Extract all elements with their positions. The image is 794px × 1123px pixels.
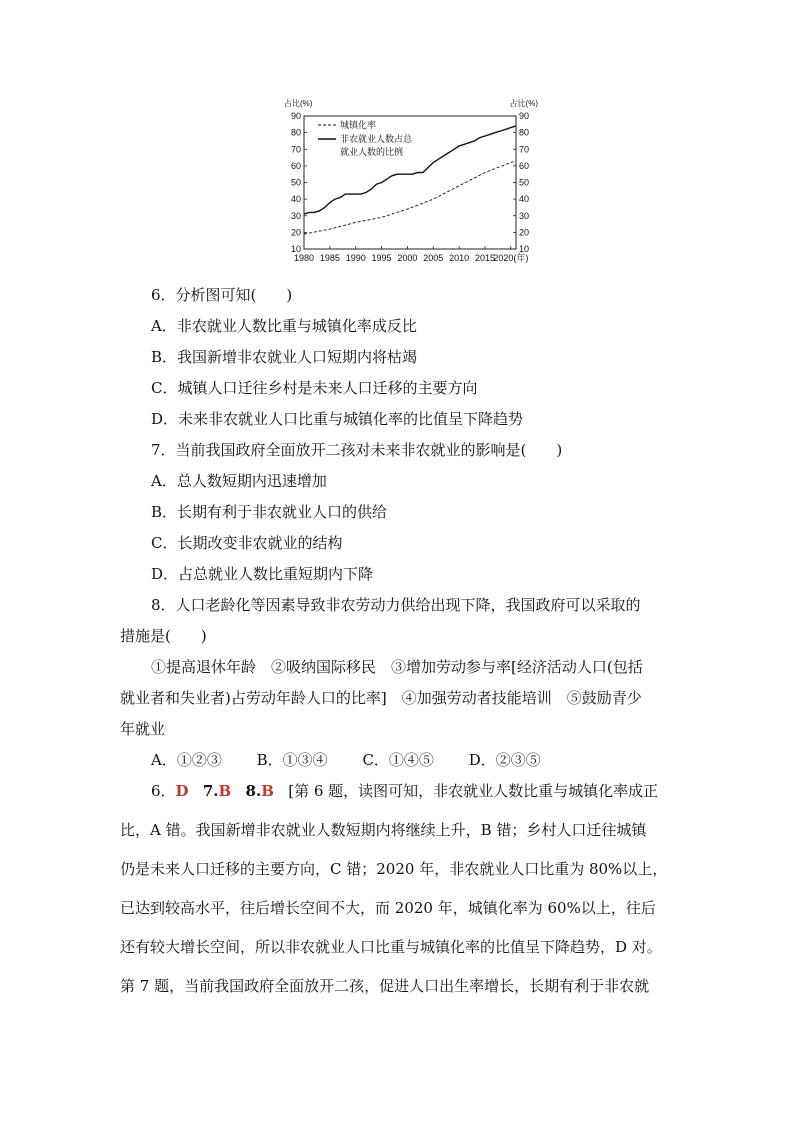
question-8-option-c: C．①④⑤ xyxy=(362,751,434,769)
answer-7-letter: B xyxy=(218,782,232,800)
answer-explanation-start: [第 6 题，读图可知，非农就业人数比重与城镇化率成正 xyxy=(288,782,659,800)
y-tick-label-right: 10 xyxy=(519,244,530,254)
x-tick-label: 1995 xyxy=(371,253,392,263)
y-tick-label-left: 10 xyxy=(290,244,301,254)
y-tick-label-right: 60 xyxy=(519,160,530,171)
question-7-stem: 7．当前我国政府全面放开二孩对未来非农就业的影响是( ) xyxy=(151,441,563,459)
answer-line3: 仍是未来人口迁移的主要方向，C 错；2020 年，非农就业人口比重为 80%以上， xyxy=(120,860,668,878)
question-8-items-line3: 年就业 xyxy=(120,720,166,738)
question-6-option-b: B．我国新增非农就业人口短期内将枯竭 xyxy=(151,348,418,366)
legend-label-urbanization: 城镇化率 xyxy=(340,121,377,131)
x-tick-label: 1990 xyxy=(345,253,366,263)
legend-label-nonfarm-line1: 非农就业人数占总 xyxy=(340,135,413,145)
question-7-option-b: B．长期有利于非农就业人口的供给 xyxy=(151,503,388,521)
answer-8-number: 8. xyxy=(245,782,262,800)
answer-line5: 还有较大增长空间，所以非农就业人口比重与城镇化率的比值呈下降趋势，D 对。 xyxy=(120,938,662,956)
question-7-option-a: A．总人数短期内迅速增加 xyxy=(151,472,327,490)
y-tick-label-right: 30 xyxy=(519,210,530,221)
answer-line1 xyxy=(151,781,658,801)
y-tick-label-left: 20 xyxy=(290,227,301,238)
urbanization-rate-line xyxy=(304,161,516,234)
y-tick-label-right: 50 xyxy=(519,177,530,188)
y-tick-label-right: 40 xyxy=(519,194,530,205)
answer-8-letter: B xyxy=(261,782,274,800)
question-6-stem: 6．分析图可知( ) xyxy=(151,286,293,304)
chart-svg xyxy=(280,94,542,269)
question-6-option-c: C．城镇人口迁往乡村是未来人口迁移的主要方向 xyxy=(151,379,478,397)
y-tick-label-right: 70 xyxy=(519,144,530,155)
question-8-choices xyxy=(151,750,571,770)
population-chart xyxy=(280,94,542,269)
question-8-stem-line2: 措施是( ) xyxy=(120,627,207,645)
x-tick-label: 2005 xyxy=(423,253,444,263)
question-8-option-b: B．①③④ xyxy=(256,751,328,769)
answer-line6: 第 7 题，当前我国政府全面放开二孩，促进人口出生率增长，长期有利于非农就 xyxy=(120,977,650,995)
x-tick-label: 2020(年) xyxy=(493,253,529,263)
question-8-items-line2: 就业者和失业者)占劳动年龄人口的比率] ④加强劳动者技能培训 ⑤鼓励青少 xyxy=(120,689,642,707)
question-8-stem-line1: 8．人口老龄化等因素导致非农劳动力供给出现下降，我国政府可以采取的 xyxy=(151,596,641,614)
x-tick-label: 2015 xyxy=(474,253,495,263)
x-tick-label: 2010 xyxy=(449,253,470,263)
question-7-option-d: D．占总就业人数比重短期内下降 xyxy=(151,565,374,583)
answer-line4: 已达到较高水平，往后增长空间不大，而 2020 年，城镇化率为 60%以上，往后 xyxy=(120,899,656,917)
question-7-option-c: C．长期改变非农就业的结构 xyxy=(151,534,343,552)
x-tick-label: 1985 xyxy=(319,253,340,263)
y-tick-label-left: 30 xyxy=(290,210,301,221)
answer-line2: 比，A 错。我国新增非农就业人数短期内将继续上升，B 错；乡村人口迁往城镇 xyxy=(120,821,647,839)
y-tick-label-left: 40 xyxy=(290,194,301,205)
y-axis-label-left: 占比(%) xyxy=(284,99,313,108)
question-8-items-line1: ①提高退休年龄 ②吸纳国际移民 ③增加劳动参与率[经济活动人口(包括 xyxy=(151,658,643,676)
y-tick-label-right: 80 xyxy=(519,127,530,138)
question-6-option-a: A．非农就业人数比重与城镇化率成反比 xyxy=(151,317,417,335)
y-tick-label-left: 70 xyxy=(290,144,301,155)
answer-6-letter: D xyxy=(175,782,189,800)
x-tick-label: 1980 xyxy=(293,253,315,263)
question-8-option-d: D．②③⑤ xyxy=(468,751,541,769)
y-tick-label-right: 20 xyxy=(519,227,530,238)
y-tick-label-left: 50 xyxy=(290,177,301,188)
y-tick-label-right: 90 xyxy=(519,111,530,121)
legend-label-nonfarm-line2: 就业人数的比例 xyxy=(340,148,404,158)
answer-6-number: 6． xyxy=(151,782,176,800)
question-8-option-a: A．①②③ xyxy=(151,751,222,769)
answer-7-number: 7. xyxy=(202,782,219,800)
x-tick-label: 2000 xyxy=(397,253,418,263)
question-6-option-d: D．未来非农就业人口比重与城镇化率的比值呈下降趋势 xyxy=(151,410,524,428)
y-tick-label-left: 60 xyxy=(290,160,301,171)
y-axis-label-right: 占比(%) xyxy=(509,99,538,108)
y-tick-label-left: 80 xyxy=(290,127,301,138)
y-tick-label-left: 90 xyxy=(290,111,301,121)
